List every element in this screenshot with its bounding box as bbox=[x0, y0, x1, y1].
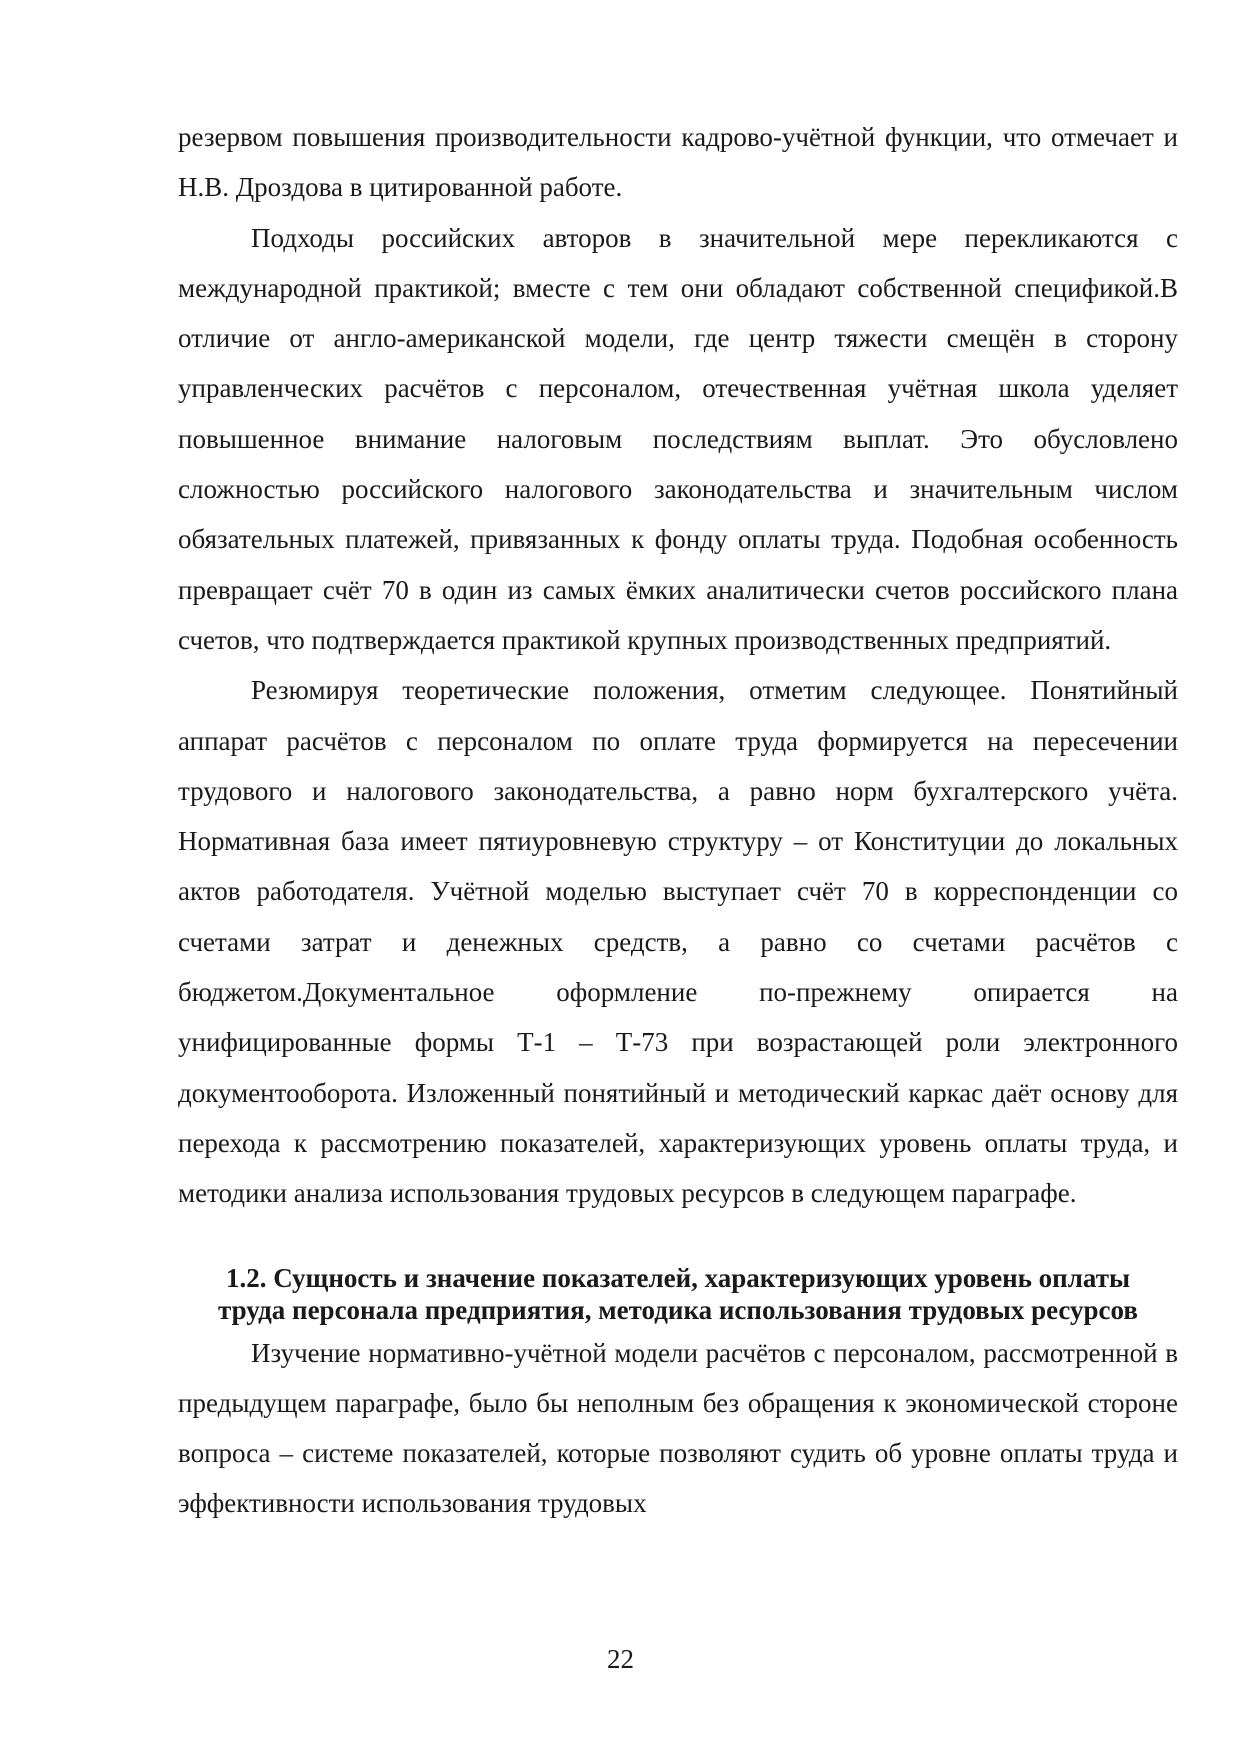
document-body bbox=[178, 112, 1178, 1529]
paragraph-continuation: резервом повышения производительности кадрово-учётной функции, что отмечает и Н.В. Дроздова в цитированной работе. bbox=[178, 122, 1178, 203]
paragraph-summary: Резюмируя теоретические положения, отметим следующее. Понятийный аппарат расчётов с персоналом по оплате труда формируется на пересечении трудового и налогового законодательства, а равно норм бухгалтерского учёта. Нормативная база имеет пятиуровневую структуру – от Конституции до локальных актов работодателя. Учётной моделью выступает счёт 70 в корреспонденции со счетами затрат и денежных средств, а равно со счетами расчётов с бюджетом.Документальное оформление по-прежнему опирается на унифицированные формы Т-1 – Т-73 при возрастающей роли электронного документооборота. Изложенный понятийный и методический каркас даёт основу для перехода к рассмотрению показателей, характеризующих уровень оплаты труда, и методики анализа использования трудовых ресурсов в следующем параграфе. bbox=[178, 675, 1178, 1209]
paragraph-russian-approach: Подходы российских авторов в значительной мере перекликаются с международной практикой; вместе с тем они обладают собственной спецификой.В отличие от англо-американской модели, где центр тяжести смещён в сторону управленческих расчётов с персоналом, отечественная учётная школа уделяет повышенное внимание налоговым последствиям выплат. Это обусловлено сложностью российского налогового законодательства и значительным числом обязательных платежей, привязанных к фонду оплаты труда. Подобная особенность превращает счёт 70 в один из самых ёмких аналитически счетов российского плана счетов, что подтверждается практикой крупных производственных предприятий. bbox=[178, 222, 1178, 655]
section-heading-line-1: 1.2. Сущность и значение показателей, характеризующих уровень оплаты bbox=[225, 1262, 1131, 1293]
section-heading-line-2: труда персонала предприятия, методика использования трудовых ресурсов bbox=[218, 1294, 1138, 1325]
paragraph-section-intro: Изучение нормативно-учётной модели расчётов с персоналом, рассмотренной в предыдущем параграфе, было бы неполным без обращения к экономической стороне вопроса – системе показателей, которые позволяют судить об уровне оплаты труда и эффективности использования трудовых bbox=[178, 1337, 1178, 1519]
section-heading bbox=[178, 1262, 1178, 1326]
page-number: 22 bbox=[607, 1644, 634, 1674]
